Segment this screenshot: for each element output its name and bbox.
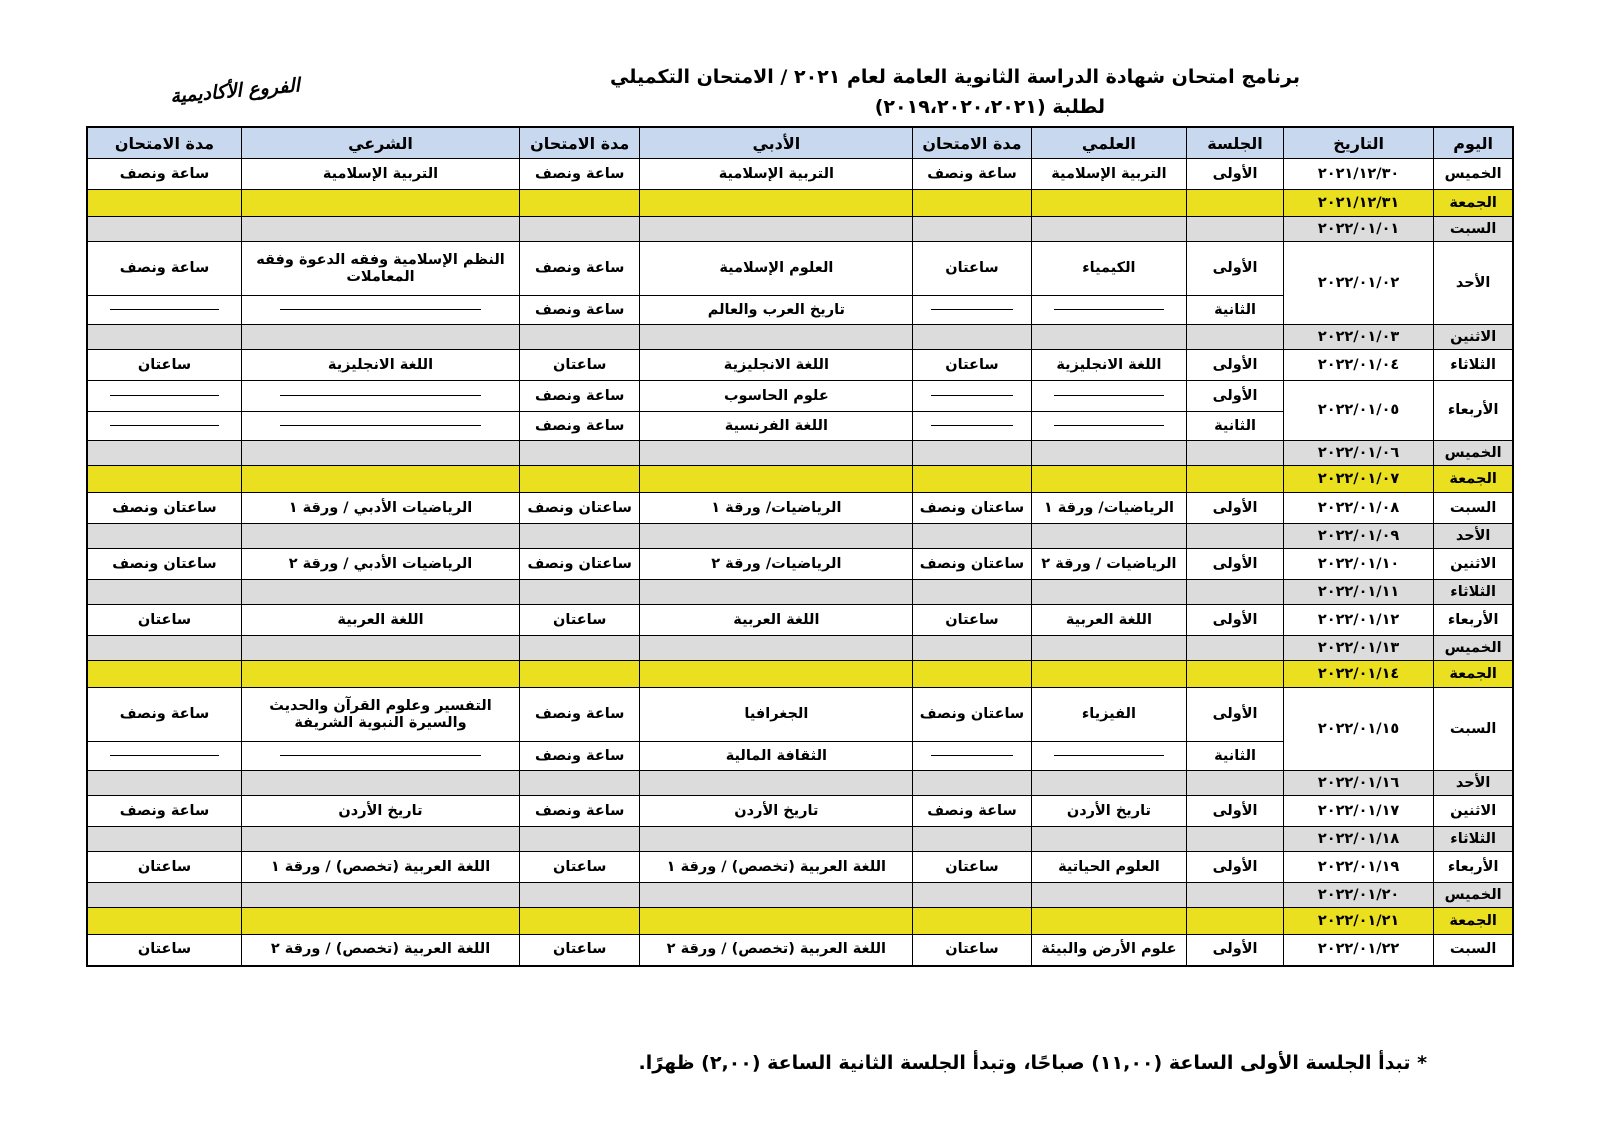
blank-cell xyxy=(913,325,1031,350)
empty-day-row xyxy=(87,217,1513,242)
blank-cell xyxy=(640,883,913,908)
sharia-duration-cell: ساعتان ونصف xyxy=(87,493,242,524)
literary-duration-cell: ساعة ونصف xyxy=(519,742,639,771)
day-cell: السبت xyxy=(1434,935,1513,966)
sharia-duration-cell: ساعتان xyxy=(87,852,242,883)
day-cell: الجمعة xyxy=(1434,466,1513,493)
blank-cell xyxy=(87,827,242,852)
blank-cell xyxy=(1031,217,1186,242)
literary-duration-cell: ساعتان xyxy=(519,935,639,966)
sharia-subject-cell xyxy=(242,412,520,441)
scientific-subject-cell: التربية الإسلامية xyxy=(1031,159,1186,190)
date-cell: ٢٠٢٢/٠١/٠١ xyxy=(1283,217,1433,242)
holiday-row xyxy=(87,466,1513,493)
literary-duration-cell: ساعة ونصف xyxy=(519,296,639,325)
table-header-row xyxy=(87,127,1513,159)
blank-cell xyxy=(242,883,520,908)
date-cell: ٢٠٢٢/٠١/٠٥ xyxy=(1283,381,1433,441)
scientific-subject-cell: الفيزياء xyxy=(1031,688,1186,742)
blank-cell xyxy=(1187,908,1284,935)
blank-cell xyxy=(640,325,913,350)
day-cell: الأحد xyxy=(1434,242,1513,325)
blank-cell xyxy=(1187,580,1284,605)
blank-cell xyxy=(1187,883,1284,908)
literary-duration-cell: ساعة ونصف xyxy=(519,796,639,827)
dash-line xyxy=(280,425,481,426)
day-cell: الخميس xyxy=(1434,441,1513,466)
date-cell: ٢٠٢٢/٠١/٢٠ xyxy=(1283,883,1433,908)
scientific-duration-cell xyxy=(913,296,1031,325)
empty-day-row xyxy=(87,524,1513,549)
blank-cell xyxy=(242,325,520,350)
title-block xyxy=(300,62,1300,122)
day-cell: الثلاثاء xyxy=(1434,580,1513,605)
session-cell: الأولى xyxy=(1187,688,1284,742)
blank-cell xyxy=(1031,636,1186,661)
blank-cell xyxy=(1031,524,1186,549)
blank-cell xyxy=(519,524,639,549)
table-row xyxy=(87,549,1513,580)
sharia-subject-cell: اللغة العربية (تخصص) / ورقة ١ xyxy=(242,852,520,883)
scientific-subject-cell: الرياضيات/ ورقة ١ xyxy=(1031,493,1186,524)
session-cell: الأولى xyxy=(1187,242,1284,296)
dash-line xyxy=(1054,309,1164,310)
blank-cell xyxy=(87,661,242,688)
scientific-subject-cell: علوم الأرض والبيئة xyxy=(1031,935,1186,966)
holiday-row xyxy=(87,661,1513,688)
blank-cell xyxy=(640,908,913,935)
sharia-duration-cell: ساعة ونصف xyxy=(87,159,242,190)
blank-cell xyxy=(913,580,1031,605)
literary-duration-cell: ساعتان xyxy=(519,350,639,381)
date-cell: ٢٠٢٢/٠١/١٥ xyxy=(1283,688,1433,771)
table-row xyxy=(87,381,1513,412)
session-cell: الأولى xyxy=(1187,605,1284,636)
date-cell: ٢٠٢٢/٠١/١٣ xyxy=(1283,636,1433,661)
blank-cell xyxy=(1031,908,1186,935)
blank-cell xyxy=(640,636,913,661)
dash-line xyxy=(110,395,219,396)
blank-cell xyxy=(1187,217,1284,242)
schedule-body xyxy=(87,159,1513,966)
blank-cell xyxy=(242,771,520,796)
literary-duration-cell: ساعة ونصف xyxy=(519,412,639,441)
literary-duration-cell: ساعتان ونصف xyxy=(519,549,639,580)
dash-line xyxy=(931,425,1013,426)
date-cell: ٢٠٢٢/٠١/٢٢ xyxy=(1283,935,1433,966)
blank-cell xyxy=(1031,190,1186,217)
literary-subject-cell: الثقافة المالية xyxy=(640,742,913,771)
table-row xyxy=(87,350,1513,381)
sharia-subject-cell: اللغة الانجليزية xyxy=(242,350,520,381)
dash-line xyxy=(1054,425,1164,426)
literary-duration-cell: ساعة ونصف xyxy=(519,159,639,190)
scientific-subject-cell xyxy=(1031,296,1186,325)
blank-cell xyxy=(1187,661,1284,688)
blank-cell xyxy=(913,827,1031,852)
literary-duration-cell: ساعة ونصف xyxy=(519,242,639,296)
scientific-duration-cell: ساعتان xyxy=(913,242,1031,296)
literary-subject-cell: العلوم الإسلامية xyxy=(640,242,913,296)
scientific-duration-cell: ساعتان ونصف xyxy=(913,549,1031,580)
literary-subject-cell: اللغة العربية xyxy=(640,605,913,636)
blank-cell xyxy=(640,190,913,217)
dash-line xyxy=(931,755,1013,756)
session-cell: الأولى xyxy=(1187,935,1284,966)
date-cell: ٢٠٢٢/٠١/٠٨ xyxy=(1283,493,1433,524)
blank-cell xyxy=(913,466,1031,493)
day-cell: الأربعاء xyxy=(1434,605,1513,636)
col-header-session: الجلسة xyxy=(1187,127,1284,159)
blank-cell xyxy=(1031,325,1186,350)
day-cell: السبت xyxy=(1434,493,1513,524)
session-cell: الأولى xyxy=(1187,796,1284,827)
blank-cell xyxy=(87,466,242,493)
table-row xyxy=(87,935,1513,966)
blank-cell xyxy=(242,827,520,852)
blank-cell xyxy=(519,827,639,852)
day-cell: الخميس xyxy=(1434,883,1513,908)
blank-cell xyxy=(640,441,913,466)
table-row xyxy=(87,688,1513,742)
blank-cell xyxy=(640,827,913,852)
col-header-literary-duration: مدة الامتحان xyxy=(519,127,639,159)
branch-label: الفروع الأكاديمية xyxy=(169,74,301,108)
literary-subject-cell: اللغة العربية (تخصص) / ورقة ١ xyxy=(640,852,913,883)
sharia-subject-cell: التربية الإسلامية xyxy=(242,159,520,190)
day-cell: الاثنين xyxy=(1434,325,1513,350)
literary-duration-cell: ساعتان ونصف xyxy=(519,493,639,524)
blank-cell xyxy=(519,325,639,350)
empty-day-row xyxy=(87,325,1513,350)
table-row xyxy=(87,242,1513,296)
blank-cell xyxy=(640,524,913,549)
day-cell: الأحد xyxy=(1434,524,1513,549)
col-header-scientific-duration: مدة الامتحان xyxy=(913,127,1031,159)
scientific-duration-cell: ساعتان xyxy=(913,605,1031,636)
scientific-subject-cell xyxy=(1031,412,1186,441)
dash-line xyxy=(931,309,1013,310)
session-cell: الأولى xyxy=(1187,350,1284,381)
blank-cell xyxy=(87,771,242,796)
sharia-duration-cell: ساعتان ونصف xyxy=(87,549,242,580)
day-cell: الجمعة xyxy=(1434,908,1513,935)
footnote: * تبدأ الجلسة الأولى الساعة (١١,٠٠) صباحًا، وتبدأ الجلسة الثانية الساعة (٢,٠٠) ظهرًا. xyxy=(638,1052,1427,1074)
blank-cell xyxy=(1031,580,1186,605)
sharia-duration-cell xyxy=(87,412,242,441)
blank-cell xyxy=(640,217,913,242)
scientific-duration-cell: ساعتان ونصف xyxy=(913,493,1031,524)
day-cell: الثلاثاء xyxy=(1434,350,1513,381)
empty-day-row xyxy=(87,827,1513,852)
literary-duration-cell: ساعتان xyxy=(519,852,639,883)
day-cell: السبت xyxy=(1434,688,1513,771)
col-header-literary: الأدبي xyxy=(640,127,913,159)
scientific-duration-cell xyxy=(913,412,1031,441)
sharia-subject-cell: تاريخ الأردن xyxy=(242,796,520,827)
literary-subject-cell: الرياضيات/ ورقة ١ xyxy=(640,493,913,524)
sharia-duration-cell: ساعة ونصف xyxy=(87,796,242,827)
scientific-duration-cell xyxy=(913,381,1031,412)
scientific-duration-cell xyxy=(913,742,1031,771)
blank-cell xyxy=(1031,441,1186,466)
scientific-duration-cell: ساعة ونصف xyxy=(913,796,1031,827)
blank-cell xyxy=(519,883,639,908)
sharia-duration-cell: ساعة ونصف xyxy=(87,688,242,742)
blank-cell xyxy=(913,908,1031,935)
blank-cell xyxy=(87,524,242,549)
blank-cell xyxy=(242,908,520,935)
date-cell: ٢٠٢٢/٠١/١٠ xyxy=(1283,549,1433,580)
day-cell: الجمعة xyxy=(1434,661,1513,688)
blank-cell xyxy=(913,190,1031,217)
blank-cell xyxy=(519,466,639,493)
dash-line xyxy=(280,755,481,756)
session-cell: الثانية xyxy=(1187,296,1284,325)
col-header-sharia-duration: مدة الامتحان xyxy=(87,127,242,159)
date-cell: ٢٠٢٢/٠١/١٧ xyxy=(1283,796,1433,827)
scientific-duration-cell: ساعة ونصف xyxy=(913,159,1031,190)
literary-subject-cell: تاريخ الأردن xyxy=(640,796,913,827)
col-header-day: اليوم xyxy=(1434,127,1513,159)
blank-cell xyxy=(519,580,639,605)
blank-cell xyxy=(1031,827,1186,852)
blank-cell xyxy=(913,524,1031,549)
sharia-duration-cell xyxy=(87,296,242,325)
blank-cell xyxy=(519,441,639,466)
blank-cell xyxy=(1187,441,1284,466)
blank-cell xyxy=(913,636,1031,661)
session-cell: الأولى xyxy=(1187,493,1284,524)
blank-cell xyxy=(1187,325,1284,350)
dash-line xyxy=(1054,395,1164,396)
sharia-subject-cell: الرياضيات الأدبي / ورقة ٢ xyxy=(242,549,520,580)
scientific-duration-cell: ساعتان ونصف xyxy=(913,688,1031,742)
blank-cell xyxy=(640,771,913,796)
blank-cell xyxy=(87,190,242,217)
literary-duration-cell: ساعة ونصف xyxy=(519,381,639,412)
blank-cell xyxy=(1187,466,1284,493)
blank-cell xyxy=(1031,466,1186,493)
col-header-sharia: الشرعي xyxy=(242,127,520,159)
blank-cell xyxy=(640,466,913,493)
literary-duration-cell: ساعة ونصف xyxy=(519,688,639,742)
blank-cell xyxy=(87,580,242,605)
blank-cell xyxy=(519,636,639,661)
day-cell: الخميس xyxy=(1434,159,1513,190)
day-cell: السبت xyxy=(1434,217,1513,242)
sharia-duration-cell: ساعة ونصف xyxy=(87,242,242,296)
blank-cell xyxy=(519,190,639,217)
date-cell: ٢٠٢٢/٠١/٠٧ xyxy=(1283,466,1433,493)
blank-cell xyxy=(87,883,242,908)
scientific-subject-cell: الرياضيات / ورقة ٢ xyxy=(1031,549,1186,580)
empty-day-row xyxy=(87,441,1513,466)
empty-day-row xyxy=(87,883,1513,908)
session-cell: الأولى xyxy=(1187,852,1284,883)
blank-cell xyxy=(913,771,1031,796)
blank-cell xyxy=(242,217,520,242)
sharia-duration-cell: ساعتان xyxy=(87,605,242,636)
date-cell: ٢٠٢٢/٠١/٠٢ xyxy=(1283,242,1433,325)
day-cell: الثلاثاء xyxy=(1434,827,1513,852)
day-cell: الخميس xyxy=(1434,636,1513,661)
blank-cell xyxy=(913,661,1031,688)
holiday-row xyxy=(87,190,1513,217)
sharia-subject-cell: التفسير وعلوم القرآن والحديث والسيرة النبوية الشريفة xyxy=(242,688,520,742)
blank-cell xyxy=(1031,883,1186,908)
date-cell: ٢٠٢٢/٠١/٠٦ xyxy=(1283,441,1433,466)
scientific-subject-cell: اللغة الانجليزية xyxy=(1031,350,1186,381)
literary-subject-cell: اللغة العربية (تخصص) / ورقة ٢ xyxy=(640,935,913,966)
scientific-duration-cell: ساعتان xyxy=(913,350,1031,381)
table-row xyxy=(87,605,1513,636)
date-cell: ٢٠٢٢/٠١/٠٤ xyxy=(1283,350,1433,381)
blank-cell xyxy=(1187,827,1284,852)
dash-line xyxy=(110,425,219,426)
literary-subject-cell: الرياضيات/ ورقة ٢ xyxy=(640,549,913,580)
literary-subject-cell: اللغة الانجليزية xyxy=(640,350,913,381)
empty-day-row xyxy=(87,636,1513,661)
blank-cell xyxy=(242,661,520,688)
empty-day-row xyxy=(87,580,1513,605)
date-cell: ٢٠٢٢/٠١/١٤ xyxy=(1283,661,1433,688)
session-cell: الأولى xyxy=(1187,159,1284,190)
sharia-subject-cell: اللغة العربية xyxy=(242,605,520,636)
blank-cell xyxy=(1187,524,1284,549)
day-cell: الأربعاء xyxy=(1434,852,1513,883)
literary-duration-cell: ساعتان xyxy=(519,605,639,636)
date-cell: ٢٠٢٢/٠١/١٨ xyxy=(1283,827,1433,852)
dash-line xyxy=(110,309,219,310)
sharia-duration-cell xyxy=(87,742,242,771)
sharia-subject-cell: النظم الإسلامية وفقه الدعوة وفقه المعاملات xyxy=(242,242,520,296)
date-cell: ٢٠٢٢/٠١/٢١ xyxy=(1283,908,1433,935)
blank-cell xyxy=(87,908,242,935)
blank-cell xyxy=(913,883,1031,908)
date-cell: ٢٠٢١/١٢/٣٠ xyxy=(1283,159,1433,190)
blank-cell xyxy=(242,441,520,466)
day-cell: الأحد xyxy=(1434,771,1513,796)
blank-cell xyxy=(913,441,1031,466)
session-cell: الأولى xyxy=(1187,381,1284,412)
scientific-subject-cell: اللغة العربية xyxy=(1031,605,1186,636)
dash-line xyxy=(931,395,1013,396)
sharia-duration-cell: ساعتان xyxy=(87,935,242,966)
date-cell: ٢٠٢٢/٠١/١٩ xyxy=(1283,852,1433,883)
session-cell: الأولى xyxy=(1187,549,1284,580)
blank-cell xyxy=(242,580,520,605)
blank-cell xyxy=(913,217,1031,242)
blank-cell xyxy=(640,580,913,605)
day-cell: الاثنين xyxy=(1434,796,1513,827)
blank-cell xyxy=(242,636,520,661)
literary-subject-cell: تاريخ العرب والعالم xyxy=(640,296,913,325)
blank-cell xyxy=(640,661,913,688)
blank-cell xyxy=(519,661,639,688)
blank-cell xyxy=(519,217,639,242)
scientific-subject-cell: تاريخ الأردن xyxy=(1031,796,1186,827)
literary-subject-cell: التربية الإسلامية xyxy=(640,159,913,190)
blank-cell xyxy=(242,466,520,493)
literary-subject-cell: الجغرافيا xyxy=(640,688,913,742)
literary-subject-cell: اللغة الفرنسية xyxy=(640,412,913,441)
sharia-subject-cell xyxy=(242,742,520,771)
date-cell: ٢٠٢٢/٠١/١١ xyxy=(1283,580,1433,605)
blank-cell xyxy=(519,771,639,796)
scientific-subject-cell: العلوم الحياتية xyxy=(1031,852,1186,883)
day-cell: الأربعاء xyxy=(1434,381,1513,441)
table-row xyxy=(87,852,1513,883)
col-header-scientific: العلمي xyxy=(1031,127,1186,159)
blank-cell xyxy=(1031,661,1186,688)
blank-cell xyxy=(87,636,242,661)
table-row xyxy=(87,159,1513,190)
scientific-subject-cell xyxy=(1031,381,1186,412)
scientific-subject-cell: الكيمياء xyxy=(1031,242,1186,296)
date-cell: ٢٠٢١/١٢/٣١ xyxy=(1283,190,1433,217)
sharia-subject-cell: اللغة العربية (تخصص) / ورقة ٢ xyxy=(242,935,520,966)
dash-line xyxy=(280,395,481,396)
session-cell: الثانية xyxy=(1187,742,1284,771)
page-subtitle: لطلبة (٢٠١٩،٢٠٢٠،٢٠٢١) xyxy=(874,96,1105,118)
empty-day-row xyxy=(87,771,1513,796)
scientific-duration-cell: ساعتان xyxy=(913,935,1031,966)
date-cell: ٢٠٢٢/٠١/٠٣ xyxy=(1283,325,1433,350)
exam-schedule-table xyxy=(86,126,1514,967)
blank-cell xyxy=(87,325,242,350)
scientific-duration-cell: ساعتان xyxy=(913,852,1031,883)
blank-cell xyxy=(242,190,520,217)
date-cell: ٢٠٢٢/٠١/٠٩ xyxy=(1283,524,1433,549)
blank-cell xyxy=(1187,190,1284,217)
blank-cell xyxy=(519,908,639,935)
blank-cell xyxy=(87,441,242,466)
date-cell: ٢٠٢٢/٠١/١٦ xyxy=(1283,771,1433,796)
page-title: برنامج امتحان شهادة الدراسة الثانوية العامة لعام ٢٠٢١ / الامتحان التكميلي xyxy=(610,66,1300,88)
sharia-subject-cell xyxy=(242,296,520,325)
sharia-subject-cell xyxy=(242,381,520,412)
blank-cell xyxy=(1187,771,1284,796)
sharia-duration-cell: ساعتان xyxy=(87,350,242,381)
col-header-date: التاريخ xyxy=(1283,127,1433,159)
dash-line xyxy=(280,309,481,310)
sharia-subject-cell: الرياضيات الأدبي / ورقة ١ xyxy=(242,493,520,524)
day-cell: الجمعة xyxy=(1434,190,1513,217)
table-row xyxy=(87,493,1513,524)
date-cell: ٢٠٢٢/٠١/١٢ xyxy=(1283,605,1433,636)
sharia-duration-cell xyxy=(87,381,242,412)
day-cell: الاثنين xyxy=(1434,549,1513,580)
blank-cell xyxy=(87,217,242,242)
holiday-row xyxy=(87,908,1513,935)
session-cell: الثانية xyxy=(1187,412,1284,441)
literary-subject-cell: علوم الحاسوب xyxy=(640,381,913,412)
blank-cell xyxy=(1187,636,1284,661)
table-row xyxy=(87,796,1513,827)
dash-line xyxy=(110,755,219,756)
blank-cell xyxy=(242,524,520,549)
blank-cell xyxy=(1031,771,1186,796)
dash-line xyxy=(1054,755,1164,756)
scientific-subject-cell xyxy=(1031,742,1186,771)
